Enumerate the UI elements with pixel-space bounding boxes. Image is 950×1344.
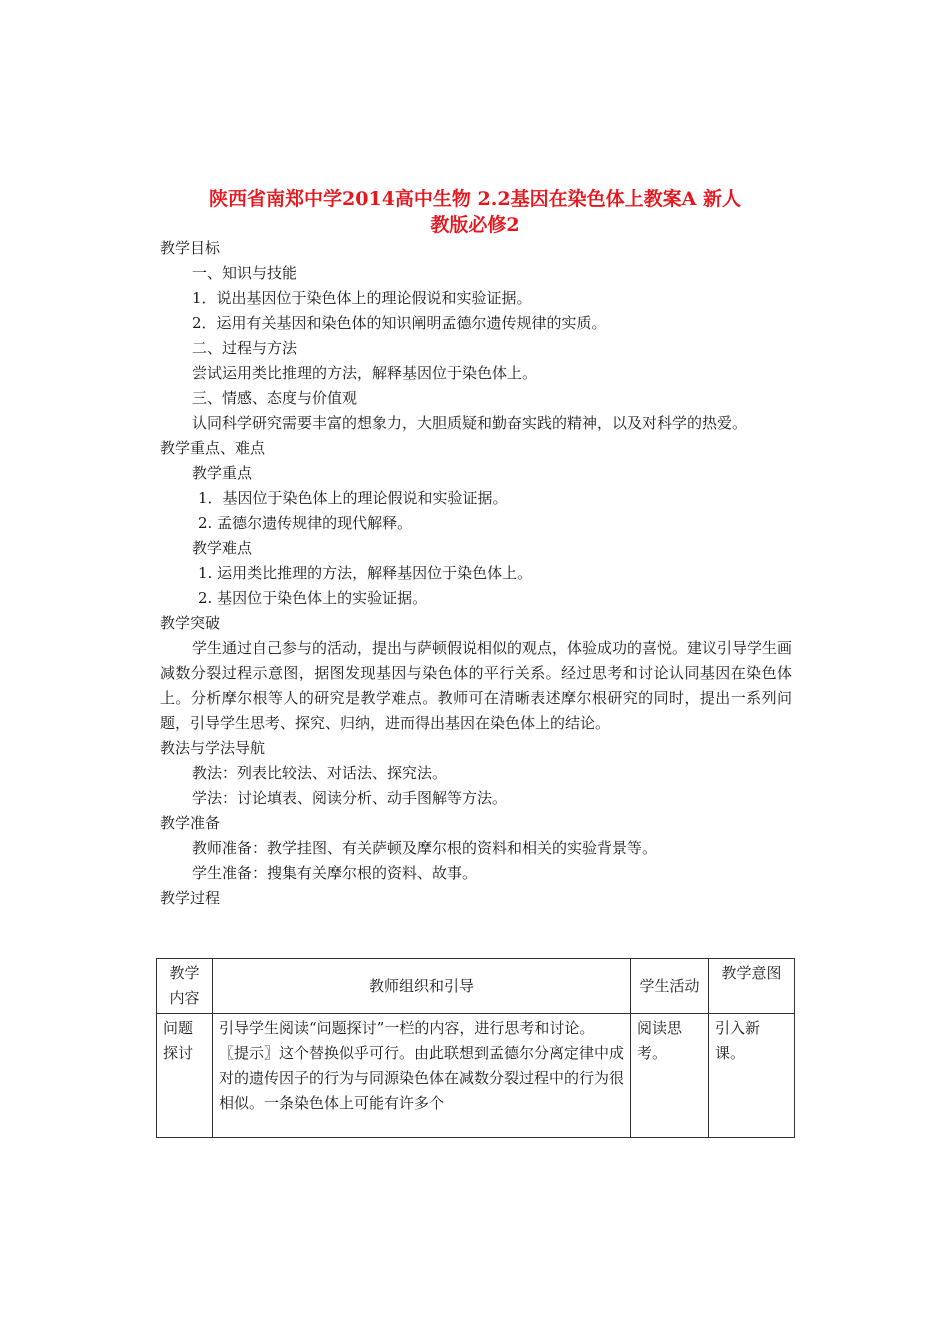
list-item: 2．运用有关基因和染色体的知识阐明孟德尔遗传规律的实质。 — [192, 314, 607, 332]
title-line-2: 教版必修2 — [430, 214, 520, 236]
subheading-values: 三、情感、态度与价值观 — [192, 389, 358, 407]
section-heading-prep: 教学准备 — [160, 814, 221, 832]
list-item: 2. 基因位于染色体上的实验证据。 — [198, 589, 428, 607]
list-item: 1．说出基因位于染色体上的理论假说和实验证据。 — [192, 289, 532, 307]
subheading-knowledge: 一、知识与技能 — [192, 264, 298, 282]
paragraph: 尝试运用类比推理的方法，解释基因位于染色体上。 — [192, 364, 538, 382]
section-heading-methods: 教法与学法导航 — [160, 739, 266, 757]
paragraph: 学生通过自己参与的活动，提出与萨顿假说相似的观点，体验成功的喜悦。建议引导学生画减数分裂过程示意图，据图发现基因与染色体的平行关系。经过思考和讨论认同基因在染色体上。分析摩尔根等人的研究是教学难点。教师可在清晰表述摩尔根研究的同时，提出一系列问题，引导学生思考、探究、归纳，进而得出基因在染色体上的结论。 — [160, 639, 793, 732]
subheading-key: 教学重点 — [192, 464, 253, 482]
cell-paragraph: 引导学生阅读“问题探讨”一栏的内容，进行思考和讨论。 — [219, 1019, 595, 1037]
section-heading-breakthrough: 教学突破 — [160, 614, 221, 632]
table-cell-activity: 阅读思考。 — [631, 1014, 709, 1138]
table-cell-content: 问题探讨 — [157, 1014, 213, 1138]
table-header-cell: 学生活动 — [631, 959, 709, 1014]
list-item: 2. 孟德尔遗传规律的现代解释。 — [198, 514, 413, 532]
title-line-1: 陕西省南郑中学2014高中生物 2.2基因在染色体上教案A 新人 — [209, 188, 741, 210]
section-heading-objectives: 教学目标 — [160, 239, 221, 257]
table-row — [157, 1014, 795, 1138]
paragraph: 学法：讨论填表、阅读分析、动手图解等方法。 — [192, 789, 508, 807]
list-item: 1．基因位于染色体上的理论假说和实验证据。 — [198, 489, 508, 507]
table-header-cell: 教师组织和引导 — [213, 959, 631, 1014]
document-title — [150, 186, 800, 238]
paragraph: 学生准备：搜集有关摩尔根的资料、故事。 — [192, 864, 478, 882]
paragraph: 教法：列表比较法、对话法、探究法。 — [192, 764, 448, 782]
paragraph: 认同科学研究需要丰富的想象力，大胆质疑和勤奋实践的精神，以及对科学的热爱。 — [192, 414, 748, 432]
section-heading-key-points: 教学重点、难点 — [160, 439, 266, 457]
table-header-cell: 教学意图 — [709, 959, 795, 1014]
paragraph: 教师准备：教学挂图、有关萨顿及摩尔根的资料和相关的实验背景等。 — [192, 839, 658, 857]
subheading-difficulty: 教学难点 — [192, 539, 253, 557]
table-header-cell: 教学内容 — [157, 959, 213, 1014]
list-item: 1. 运用类比推理的方法，解释基因位于染色体上。 — [198, 564, 533, 582]
section-heading-process: 教学过程 — [160, 889, 221, 907]
table-cell-guide — [213, 1014, 631, 1138]
subheading-process: 二、过程与方法 — [192, 339, 298, 357]
table-header-row — [157, 959, 795, 1014]
table-cell-intent: 引入新课。 — [709, 1014, 795, 1138]
document-body — [160, 236, 792, 911]
cell-paragraph: 〖提示〗这个替换似乎可行。由此联想到孟德尔分离定律中成对的遗传因子的行为与同源染色体在减数分裂过程中的行为很相似。一条染色体上可能有许多个 — [219, 1044, 625, 1112]
process-table — [156, 958, 795, 1138]
